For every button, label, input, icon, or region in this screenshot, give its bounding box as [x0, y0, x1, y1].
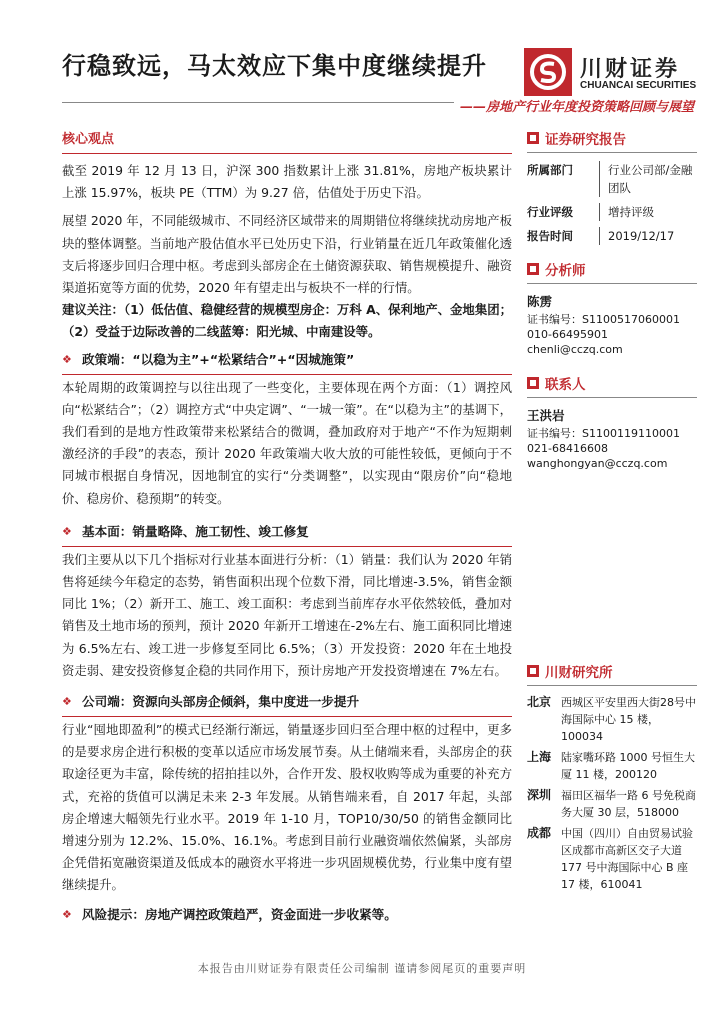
company-logo: [524, 48, 697, 98]
institute-heading: [527, 661, 697, 681]
bullet-risk-label: 风险提示：房地产调控政策趋严，资金面进一步收紧等。: [82, 906, 397, 922]
office-item: [527, 694, 697, 745]
bullet-fundamentals-label: 基本面：销量略降、施工韧性、竣工修复: [82, 523, 309, 539]
bullet-fundamentals-rule: [62, 546, 512, 547]
bullet-policy-label: 政策端：“以稳为主”+“松紧结合”+“因城施策”: [82, 351, 355, 367]
office-city: 深圳: [527, 788, 552, 802]
office-address: 中国（四川）自由贸易试验区成都市高新区交子大道 177 号中海国际中心 B 座 17 楼，610041: [561, 827, 693, 891]
report-info-heading-label: 证券研究报告: [545, 132, 626, 148]
report-subtitle: ——房地产行业年度投资策略回顾与展望: [454, 96, 694, 115]
bullet-companies-label: 公司端：资源向头部房企倾斜，集中度进一步提升: [82, 694, 360, 710]
office-address: 西城区平安里西大街28号中海国际中心 15 楼，100034: [561, 696, 696, 743]
info-row-rating: [527, 203, 697, 221]
contact-cert: 证书编号：S1100119110001: [527, 427, 680, 440]
contact-heading-label: 联系人: [545, 377, 586, 393]
info-key-rating: 行业评级: [527, 205, 573, 219]
contact-heading: [527, 373, 697, 393]
info-key-date: 报告时间: [527, 229, 573, 243]
bullet-policy-rule: [62, 374, 512, 375]
logo-mark-icon: [524, 48, 572, 96]
core-view-rule: [62, 153, 512, 154]
info-row-department: [527, 161, 697, 197]
office-city: 北京: [527, 695, 552, 709]
diamond-bullet-icon: ❖: [62, 907, 72, 921]
paragraph-policy: 本轮周期的政策调控与以往出现了一些变化，主要体现在两个方面：（1）调控风向“松紧结合”；（2）调控方式“中央定调”、“一城一策”。在“以稳为主”的基调下，我们看到的是地方性政策带来松紧结合的微调，叠加政府对于地产“不作为短期刺激经济的手段”的表态，预计 2020 年政策端大收大放的可能性较低，更倾向于不同城市根据自身情况，因地制宜的实行“分类调整”，以实现由“限房价”向“稳地价、稳房价、稳预期”的转变。: [62, 379, 512, 506]
analyst-heading-label: 分析师: [545, 263, 586, 279]
paragraph-recommendations: 建议关注：（1）低估值、稳健经营的规模型房企：万科 A、保利地产、金地集团；（2）受益于边际改善的二线蓝筹：阳光城、中南建设等。: [62, 302, 512, 340]
analyst-email[interactable]: chenli@cczq.com: [527, 343, 623, 356]
section-square-icon: [527, 132, 539, 144]
office-city: 成都: [527, 826, 552, 840]
info-val-rating: 增持评级: [599, 203, 697, 221]
paragraph-companies: 行业“囤地即盈利”的模式已经渐行渐远，销量逐步回归至合理中枢的过程中，更多的是要求房企进行积极的变革以适应市场发展节奏。从土储端来看，头部房企的获取途径更为丰富，除传统的招拍挂以外，合作开发、股权收购等成为重要的补充方式，充裕的货值可以满足未来 2-3 年发展。从销售端来看，自 2017 年起，头部房企增速大幅领先行业水平。2019 年 1-10 月，TOP10/30/50 的销售金额同比增速分别为 12.2%、15.0%、16.1%。考虑到目前行业融资端依然偏紧，头部房企凭借拓宽融资渠道及低成本的融资水平将进一步巩固规模优势，行业集中度有望继续提升。: [62, 722, 512, 893]
bullet-fundamentals: [62, 520, 512, 544]
office-item: [527, 825, 697, 893]
analyst-rule: [527, 283, 697, 284]
office-item: [527, 749, 697, 783]
report-info-rule: [527, 152, 697, 153]
analyst-cert: 证书编号：S1100517060001: [527, 313, 680, 326]
contact-rule: [527, 397, 697, 398]
office-city: 上海: [527, 750, 552, 764]
institute-rule: [527, 685, 697, 686]
contact-phone: 021-68416608: [527, 442, 608, 455]
office-address: 福田区福华一路 6 号免税商务大厦 30 层，518000: [561, 789, 696, 819]
logo-chinese-name: 川财证券: [580, 57, 681, 82]
bullet-risk: [62, 903, 512, 927]
paragraph-fundamentals: 我们主要从以下几个指标对行业基本面进行分析：（1）销量：我们认为 2020 年销售将延续今年稳定的态势，销售面积出现个位数下滑，同比增速-3.5%，销售金额同比 1%；（2）新开工、施工、竣工面积：考虑到当前库存水平依然较低，叠加对销售及土地市场的预判，预计 2020 年新开工增速在-2%左右、施工面积同比增速为 6.5%左右、竣工进一步修复至同比 6.5%；（3）开发投资：2020 年在土地投资走弱、建安投资修复企稳的共同作用下，预计房地产开发投资增速在 7%左右。: [62, 551, 512, 678]
info-val-date: 2019/12/17: [599, 227, 697, 245]
info-key-department: 所属部门: [527, 163, 573, 177]
section-square-icon: [527, 263, 539, 275]
bullet-companies: [62, 690, 512, 714]
info-val-department: 行业公司部/金融团队: [599, 161, 697, 197]
paragraph-market-summary: 截至 2019 年 12 月 13 日，沪深 300 指数累计上涨 31.81%，房地产板块累计上涨 15.97%，板块 PE（TTM）为 9.27 倍，估值处于历史下沿。: [62, 163, 512, 201]
office-list: [527, 694, 697, 893]
analyst-name: 陈雳: [527, 294, 553, 309]
analyst-phone: 010-66495901: [527, 328, 608, 341]
diamond-bullet-icon: ❖: [62, 695, 72, 709]
bullet-companies-rule: [62, 716, 512, 717]
contact-name: 王洪岩: [527, 408, 565, 423]
logo-english-name: CHUANCAI SECURITIES: [580, 80, 697, 91]
contact-email[interactable]: wanghongyan@cczq.com: [527, 457, 668, 470]
section-square-icon: [527, 377, 539, 389]
sidebar: [527, 128, 697, 897]
page-footer: 本报告由川财证券有限责任公司编制 谨请参阅尾页的重要声明: [197, 962, 527, 975]
office-address: 陆家嘴环路 1000 号恒生大厦 11 楼，200120: [561, 751, 695, 781]
section-square-icon: [527, 665, 539, 677]
info-row-date: [527, 227, 697, 245]
core-view-heading: 核心观点: [62, 132, 115, 147]
paragraph-outlook: 展望 2020 年，不同能级城市、不同经济区域带来的周期错位将继续扰动房地产板块的整体调整。当前地产股估值水平已处历史下沿，行业销量在近几年政策催化透支后将逐步回归合理中枢。考虑到头部房企在土储资源获取、销售规模提升、融资渠道拓宽等方面的优势，2020 年有望走出与板块不一样的行情。: [62, 213, 512, 296]
office-item: [527, 787, 697, 821]
diamond-bullet-icon: ❖: [62, 352, 72, 366]
main-column: [62, 128, 512, 927]
bullet-policy: [62, 348, 512, 372]
diamond-bullet-icon: ❖: [62, 524, 72, 538]
report-info-heading: [527, 128, 697, 148]
institute-heading-label: 川财研究所: [545, 665, 613, 681]
analyst-heading: [527, 259, 697, 279]
report-title: 行稳致远，马太效应下集中度继续提升: [62, 52, 487, 80]
